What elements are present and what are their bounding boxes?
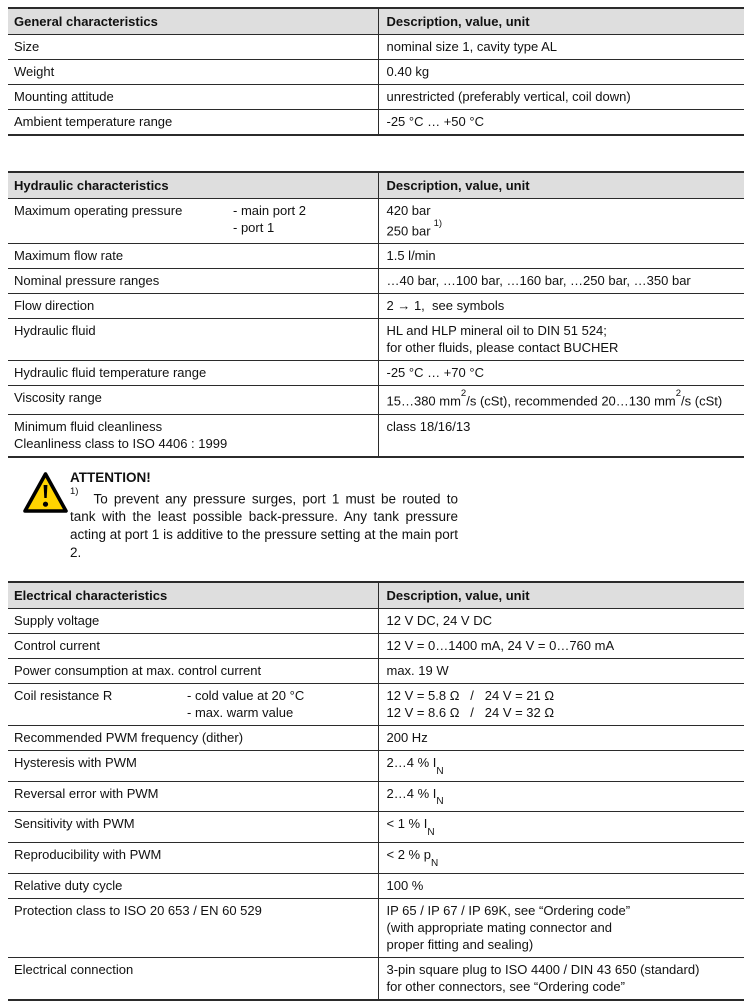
row-label-text: Maximum operating pressure: [14, 203, 183, 218]
row-label: Relative duty cycle: [8, 873, 378, 898]
row-sublabel: - port 1: [233, 220, 275, 235]
row-value: -25 °C … +70 °C: [386, 365, 484, 381]
row-max-flow-rate: [8, 244, 744, 269]
row-label: Hysteresis with PWM: [8, 751, 378, 782]
row-fluid-temperature-range: [8, 361, 744, 386]
electrical-characteristics-table: [8, 581, 744, 1000]
row-label: Mounting attitude: [8, 85, 378, 110]
value-line: IP 65 / IP 67 / IP 69K, see “Ordering code”: [386, 902, 631, 918]
row-value: max. 19 W: [386, 663, 449, 679]
row-label: Hydraulic fluid temperature range: [8, 361, 378, 386]
row-sublabel: - max. warm value: [187, 705, 294, 721]
row-label: Reproducibility with PWM: [8, 842, 378, 873]
row-coil-resistance: [8, 684, 744, 726]
row-electrical-connection: [8, 957, 744, 1000]
row-label: Protection class to ISO 20 653 / EN 60 529: [8, 898, 378, 957]
row-mounting-attitude: [8, 85, 744, 110]
table-header-row: [8, 8, 744, 35]
row-value: unrestricted (preferably vertical, coil down): [386, 89, 631, 104]
row-hysteresis: [8, 751, 744, 782]
value-line: (with appropriate mating connector and: [386, 919, 612, 935]
row-label: Nominal pressure ranges: [8, 269, 378, 294]
subscript-N: N: [430, 857, 439, 869]
row-label: Reversal error with PWM: [8, 781, 378, 812]
row-label: [8, 684, 378, 726]
row-reversal-error: [8, 781, 744, 812]
row-flow-direction: [8, 294, 744, 319]
table-title: Electrical characteristics: [8, 582, 378, 609]
row-value: [378, 898, 744, 957]
label-line: Minimum fluid cleanliness: [14, 418, 163, 434]
row-label: Weight: [8, 60, 378, 85]
row-hydraulic-fluid: [8, 319, 744, 361]
row-viscosity-range: [8, 386, 744, 414]
row-value: [378, 957, 744, 1000]
footnote-marker: 1): [433, 218, 443, 229]
row-supply-voltage: [8, 609, 744, 634]
row-value: < 1 % $I_N$: [386, 816, 435, 838]
row-label: Flow direction: [8, 294, 378, 319]
table-title: General characteristics: [8, 8, 378, 35]
row-label: Sensitivity with PWM: [8, 812, 378, 843]
general-characteristics-table: [8, 7, 744, 136]
row-value: [378, 199, 744, 244]
row-relative-duty-cycle: [8, 873, 744, 898]
label-line: Cleanliness class to ISO 4406 : 1999: [14, 435, 228, 451]
row-value: 2…4 % $I_N$: [386, 755, 444, 777]
hydraulic-characteristics-table: [8, 171, 744, 458]
attention-text-block: [70, 469, 458, 563]
value-line: HL and HLP mineral oil to DIN 51 524;: [386, 323, 607, 339]
value-line: 12 V = 5.8 Ω / 24 V = 21 Ω: [386, 688, 555, 704]
row-value: 12 V DC, 24 V DC: [386, 613, 492, 629]
row-label: Electrical connection: [8, 957, 378, 1000]
row-sublabel: - cold value at 20 °C: [187, 688, 305, 704]
row-label: [8, 199, 378, 244]
value-line: 3-pin square plug to ISO 4400 / DIN 43 650 (standard): [386, 961, 700, 977]
row-value: class 18/16/13: [386, 418, 471, 434]
row-sensitivity: [8, 812, 744, 843]
row-value: nominal size 1, cavity type AL: [386, 39, 558, 54]
row-power-consumption: [8, 659, 744, 684]
warning-triangle-icon: [14, 469, 70, 563]
column-header: Description, value, unit: [386, 178, 530, 193]
attention-note: [14, 469, 464, 563]
row-label: Recommended PWM frequency (dither): [8, 726, 378, 751]
footnote-marker: 1): [70, 485, 79, 497]
row-ambient-temperature: [8, 110, 744, 136]
row-value: 12 V = 0…1400 mA, 24 V = 0…760 mA: [386, 638, 615, 654]
row-value: 0.40 kg: [386, 64, 430, 79]
squared-exponent: 2: [675, 388, 682, 400]
row-reproducibility: [8, 842, 744, 873]
row-value: 15…380 $mm^2/s$ (cSt), recommended 20…130 $mm^2/s$ (cSt): [386, 388, 723, 409]
row-label: Supply voltage: [8, 609, 378, 634]
row-size: [8, 35, 744, 60]
table-header-row: [8, 172, 744, 199]
column-header: Description, value, unit: [386, 14, 530, 29]
row-value: …40 bar, …100 bar, …160 bar, …250 bar, …350 bar: [386, 273, 691, 289]
row-control-current: [8, 634, 744, 659]
row-max-operating-pressure: [8, 199, 744, 244]
value-line: 250 bar $^{1)}$: [386, 218, 443, 239]
attention-title: ATTENTION!: [70, 469, 151, 485]
row-sublabel: - main port 2: [233, 203, 306, 218]
column-header: Description, value, unit: [386, 588, 530, 604]
row-value: 200 Hz: [386, 730, 428, 746]
value-line: 12 V = 8.6 Ω / 24 V = 32 Ω: [386, 705, 555, 721]
row-label: Ambient temperature range: [8, 110, 378, 136]
row-value: 2 → 1, see symbols: [386, 298, 505, 314]
row-value: [378, 319, 744, 361]
table-header-row: [8, 582, 744, 609]
row-pwm-frequency: [8, 726, 744, 751]
row-protection-class: [8, 898, 744, 957]
row-fluid-cleanliness: [8, 414, 744, 457]
value-line: proper fitting and sealing): [386, 936, 534, 952]
row-label: [8, 414, 378, 457]
row-value: 100 %: [386, 877, 424, 893]
row-label: Power consumption at max. control current: [8, 659, 378, 684]
row-value: < 2 % $p_N$: [386, 846, 439, 869]
row-label-text: Coil resistance R: [14, 688, 113, 704]
subscript-N: N: [427, 826, 435, 838]
row-weight: [8, 60, 744, 85]
row-label: Viscosity range: [8, 386, 378, 414]
row-nominal-pressure-ranges: [8, 269, 744, 294]
row-label: Control current: [8, 634, 378, 659]
row-value: 1.5 l/min: [386, 248, 436, 264]
row-label: Hydraulic fluid: [8, 319, 378, 361]
attention-body: $^{1)}$ To prevent any pressure surges, port 1 must be routed to tank with the least possible back-pressure. Any tank pressure acting at port 1 is additive to the pressure setting at the main port 2.: [70, 485, 458, 561]
value-line: 420 bar: [386, 203, 431, 218]
row-value: 2…4 % $I_N$: [386, 785, 444, 808]
row-value: [378, 684, 744, 726]
squared-exponent: 2: [460, 388, 467, 400]
row-label: Maximum flow rate: [8, 244, 378, 269]
row-value: -25 °C … +50 °C: [386, 114, 484, 129]
subscript-N: N: [436, 796, 444, 808]
value-line: for other connectors, see “Ordering code”: [386, 978, 625, 994]
value-line: for other fluids, please contact BUCHER: [386, 340, 619, 356]
table-title: Hydraulic characteristics: [8, 172, 378, 199]
row-label: Size: [8, 35, 378, 60]
subscript-N: N: [436, 765, 444, 777]
